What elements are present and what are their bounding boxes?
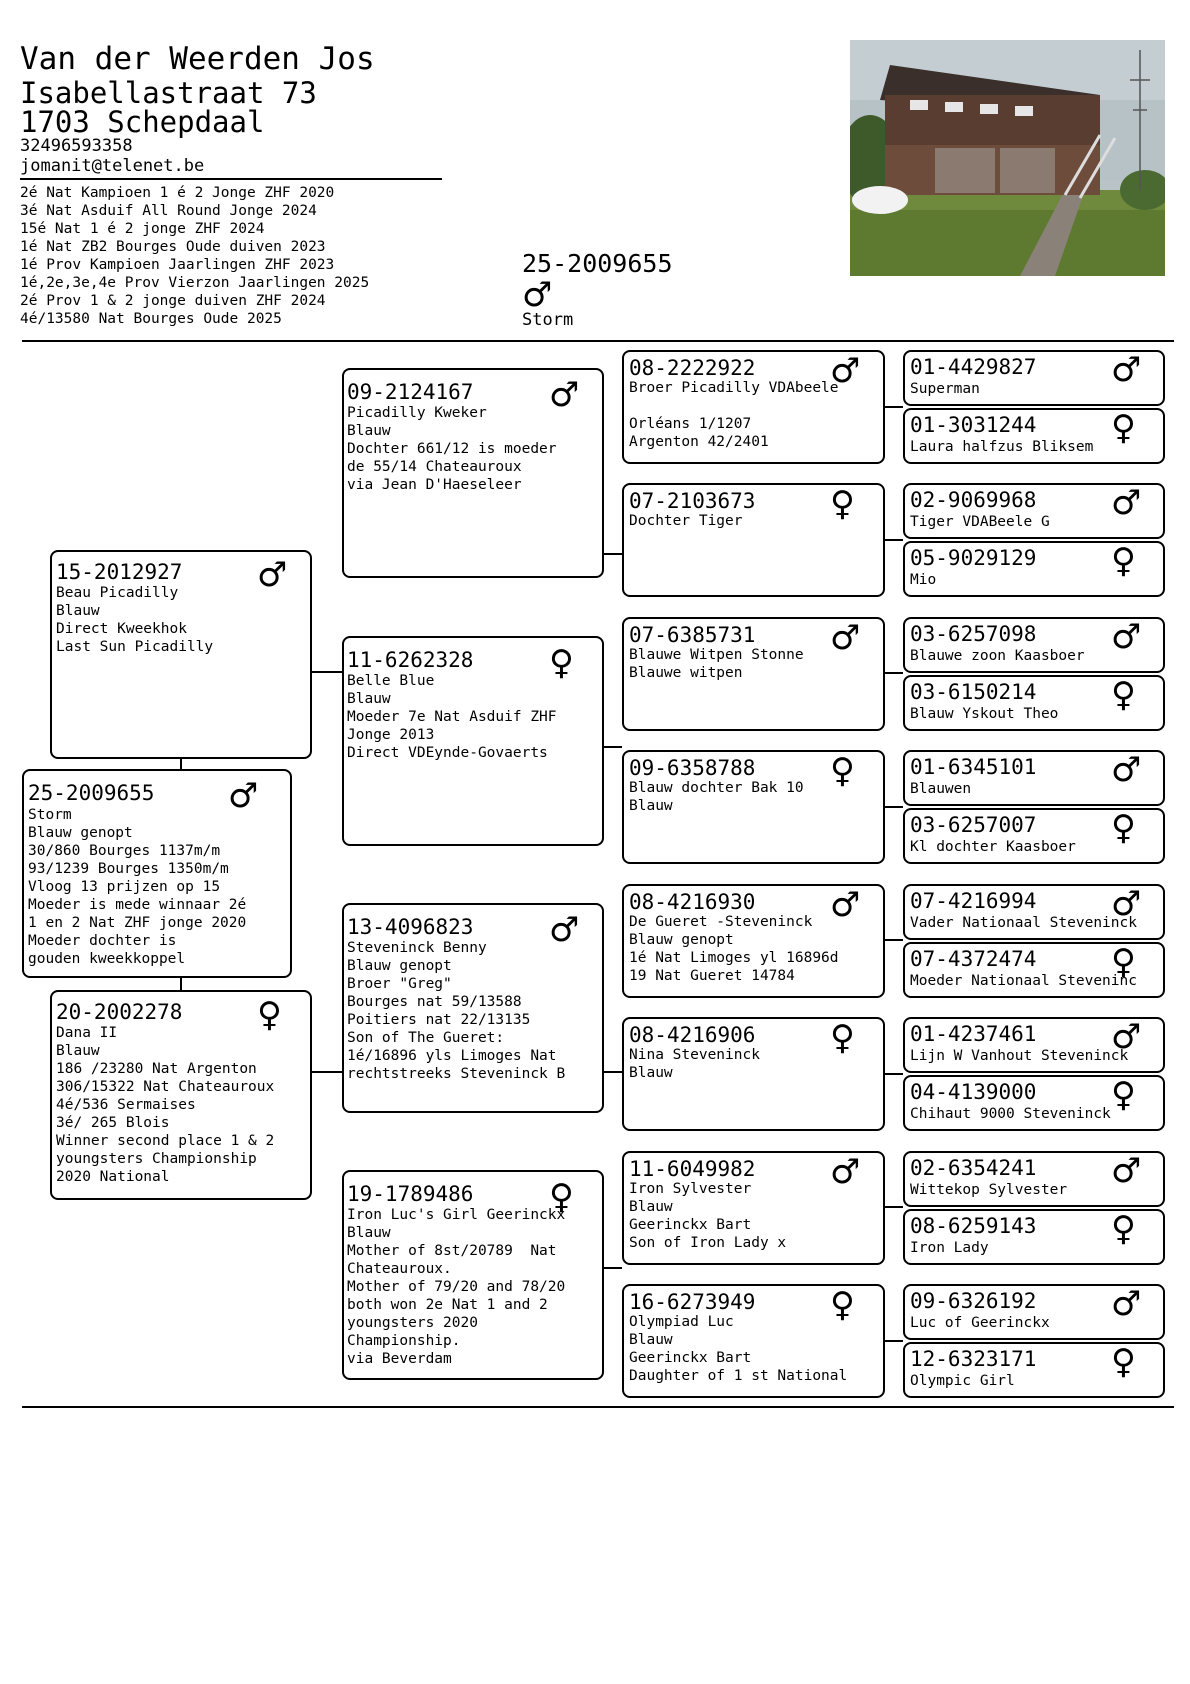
ring-number: 16-6273949 (629, 1290, 756, 1314)
pedigree-card-g3[interactable] (903, 483, 1165, 539)
male-symbol-icon: ♂ (830, 618, 861, 658)
owner-email[interactable]: jomanit@telenet.be (20, 156, 205, 176)
pedigree-card-g1[interactable] (903, 350, 1165, 406)
female-symbol-icon: ♀ (549, 1177, 574, 1217)
male-symbol-icon: ♂ (1111, 884, 1142, 924)
pedigree-card-ffm[interactable] (622, 483, 885, 597)
pedigree-card-mmm[interactable] (622, 1284, 885, 1398)
achievement-item: 4é/13580 Nat Bourges Oude 2025 (20, 311, 282, 327)
ring-number: 09-6358788 (629, 756, 756, 780)
female-symbol-icon: ♀ (830, 751, 855, 791)
pedigree-card-g11[interactable] (903, 1017, 1165, 1073)
ring-number: 09-2124167 (347, 380, 474, 404)
connector (883, 939, 903, 941)
owner-phone: 32496593358 (20, 136, 133, 156)
bird-details: Iron Luc's Girl Geerinckx Blauw Mother of 8st/20789 Nat Chateauroux. Mother of 79/20 and 78/20 both won 2e Nat 1 and 2 youngsters 2020 Championship. via Beverdam (347, 1207, 566, 1367)
bird-details: Superman (910, 381, 980, 397)
pedigree-card-g8[interactable] (903, 808, 1165, 864)
pedigree-card-g9[interactable] (903, 884, 1165, 940)
ring-number: 01-4429827 (910, 355, 1037, 379)
ring-number: 08-4216906 (629, 1023, 756, 1047)
ring-number: 08-4216930 (629, 890, 756, 914)
bird-details: Lijn W Vanhout Steveninck (910, 1048, 1129, 1064)
pedigree-card-g2[interactable] (903, 408, 1165, 464)
loft-photo (850, 40, 1165, 276)
achievement-item: 15é Nat 1 é 2 jonge ZHF 2024 (20, 221, 265, 237)
male-symbol-icon: ♂ (830, 1152, 861, 1192)
ring-number: 15-2012927 (56, 560, 183, 584)
female-symbol-icon: ♀ (1111, 1342, 1136, 1382)
achievement-item: 3é Nat Asduif All Round Jonge 2024 (20, 203, 317, 219)
female-symbol-icon: ♀ (1111, 675, 1136, 715)
subject-name: Storm (522, 310, 574, 330)
ring-number: 07-6385731 (629, 623, 756, 647)
connector (883, 1206, 903, 1208)
female-symbol-icon: ♀ (830, 1018, 855, 1058)
bird-details: Blauwe zoon Kaasboer (910, 648, 1085, 664)
pedigree-card-fff[interactable] (622, 350, 885, 464)
ring-number: 02-9069968 (910, 488, 1037, 512)
pedigree-card-fmf[interactable] (622, 617, 885, 731)
pedigree-card-g5[interactable] (903, 617, 1165, 673)
bottom-divider (22, 1406, 1174, 1408)
ring-number: 02-6354241 (910, 1156, 1037, 1180)
pedigree-card-mf[interactable] (342, 903, 604, 1113)
bird-details: Picadilly Kweker Blauw Dochter 661/12 is moeder de 55/14 Chateauroux via Jean D'Haeseleer (347, 405, 557, 493)
pedigree-card-g16[interactable] (903, 1342, 1165, 1398)
connector (311, 671, 343, 673)
male-symbol-icon: ♂ (549, 375, 580, 415)
female-symbol-icon: ♀ (1111, 1075, 1136, 1115)
bird-details: Beau Picadilly Blauw Direct Kweekhok Last Sun Picadilly (56, 585, 214, 655)
pedigree-card-mff[interactable] (622, 884, 885, 998)
pedigree-card-g14[interactable] (903, 1209, 1165, 1265)
male-symbol-icon: ♂ (228, 776, 259, 816)
bird-details: Tiger VDABeele G (910, 514, 1050, 530)
connector (883, 539, 903, 541)
bird-details: Iron Sylvester Blauw Geerinckx Bart Son of Iron Lady x (629, 1181, 787, 1251)
ring-number: 01-3031244 (910, 413, 1037, 437)
bird-details: Kl dochter Kaasboer (910, 839, 1076, 855)
ring-number: 11-6262328 (347, 648, 474, 672)
ring-number: 08-2222922 (629, 356, 756, 380)
male-symbol-icon: ♂ (1111, 1151, 1142, 1191)
owner-name: Van der Weerden Jos (20, 41, 375, 77)
ring-number: 01-4237461 (910, 1022, 1037, 1046)
female-symbol-icon: ♀ (1111, 541, 1136, 581)
pedigree-card-father[interactable] (50, 550, 312, 759)
bird-details: Blauw Yskout Theo (910, 706, 1059, 722)
male-symbol-icon: ♂ (522, 275, 553, 315)
female-symbol-icon: ♀ (549, 643, 574, 683)
bird-details: Wittekop Sylvester (910, 1182, 1068, 1198)
bird-details: Vader Nationaal Steveninck (910, 915, 1137, 931)
owner-street: Isabellastraat 73 (20, 76, 317, 110)
pedigree-card-mm[interactable] (342, 1170, 604, 1380)
owner-city: 1703 Schepdaal (20, 105, 265, 139)
female-symbol-icon: ♀ (830, 484, 855, 524)
ring-number: 25-2009655 (28, 781, 155, 805)
bird-details: Blauwe Witpen Stonne Blauwe witpen (629, 647, 804, 681)
bird-details: Storm Blauw genopt 30/860 Bourges 1137m/m 93/1239 Bourges 1350m/m Vloog 13 prijzen op 15 Moeder is mede winnaar 2é 1 en 2 Nat ZHF jonge 2020 Moeder dochter is gouden kweekkoppel (28, 807, 247, 967)
male-symbol-icon: ♂ (1111, 617, 1142, 657)
achievements-list (20, 184, 369, 328)
ring-number: 20-2002278 (56, 1000, 183, 1024)
pedigree-card-g7[interactable] (903, 750, 1165, 806)
male-symbol-icon: ♂ (1111, 483, 1142, 523)
top-divider (22, 340, 1174, 342)
male-symbol-icon: ♂ (1111, 1284, 1142, 1324)
pedigree-card-g12[interactable] (903, 1075, 1165, 1131)
achievement-item: 1é,2e,3e,4e Prov Vierzon Jaarlingen 2025 (20, 275, 370, 291)
ring-number: 19-1789486 (347, 1182, 474, 1206)
ring-number: 07-4372474 (910, 947, 1037, 971)
pedigree-card-mother[interactable] (50, 990, 312, 1200)
bird-details: Nina Steveninck Blauw (629, 1047, 760, 1081)
pedigree-card-g13[interactable] (903, 1151, 1165, 1207)
pedigree-card-g4[interactable] (903, 541, 1165, 597)
achievement-item: 2é Nat Kampioen 1 é 2 Jonge ZHF 2020 (20, 185, 335, 201)
ring-number: 03-6257098 (910, 622, 1037, 646)
ring-number: 01-6345101 (910, 755, 1037, 779)
ring-number: 11-6049982 (629, 1157, 756, 1181)
ring-number: 04-4139000 (910, 1080, 1037, 1104)
pedigree-card-fm[interactable] (342, 636, 604, 846)
male-symbol-icon: ♂ (549, 910, 580, 950)
pedigree-card-fmm[interactable] (622, 750, 885, 864)
male-symbol-icon: ♂ (1111, 750, 1142, 790)
bird-details: Iron Lady (910, 1240, 989, 1256)
bird-details: Laura halfzus Bliksem (910, 439, 1094, 455)
bird-details: Dochter Tiger (629, 513, 743, 529)
bird-details: Dana II Blauw 186 /23280 Nat Argenton 306/15322 Nat Chateauroux 4é/536 Sermaises 3é/ 265 Blois Winner second place 1 & 2 youngsters Championship 2020 National (56, 1025, 275, 1185)
ring-number: 08-6259143 (910, 1214, 1037, 1238)
bird-details: Blauw dochter Bak 10 Blauw (629, 780, 804, 814)
ring-number: 12-6323171 (910, 1347, 1037, 1371)
bird-details: Moeder Nationaal Steveninc (910, 973, 1137, 989)
bird-details: Luc of Geerinckx (910, 1315, 1050, 1331)
achievement-item: 1é Prov Kampioen Jaarlingen ZHF 2023 (20, 257, 335, 273)
header-divider (20, 178, 442, 180)
ring-number: 13-4096823 (347, 915, 474, 939)
connector (311, 1071, 343, 1073)
male-symbol-icon: ♂ (257, 555, 288, 595)
ring-number: 09-6326192 (910, 1289, 1037, 1313)
pedigree-card-mmf[interactable] (622, 1151, 885, 1265)
connector (883, 406, 903, 408)
pedigree-card-g10[interactable] (903, 942, 1165, 998)
male-symbol-icon: ♂ (830, 351, 861, 391)
connector (883, 1340, 903, 1342)
pedigree-card-mfm[interactable] (622, 1017, 885, 1131)
bird-details: De Gueret -Steveninck Blauw genopt 1é Nat Limoges yl 16896d 19 Nat Gueret 14784 (629, 914, 839, 984)
bird-details: Belle Blue Blauw Moeder 7e Nat Asduif ZHF Jonge 2013 Direct VDEynde-Govaerts (347, 673, 557, 761)
ring-number: 07-2103673 (629, 489, 756, 513)
female-symbol-icon: ♀ (257, 995, 282, 1035)
female-symbol-icon: ♀ (1111, 808, 1136, 848)
connector (883, 1073, 903, 1075)
connector (180, 978, 182, 990)
female-symbol-icon: ♀ (1111, 942, 1136, 982)
female-symbol-icon: ♀ (1111, 408, 1136, 448)
female-symbol-icon: ♀ (830, 1285, 855, 1325)
connector (883, 806, 903, 808)
pedigree-card-ff[interactable] (342, 368, 604, 578)
bird-details: Mio (910, 572, 937, 588)
ring-number: 05-9029129 (910, 546, 1037, 570)
pedigree-card-subject[interactable] (22, 769, 292, 978)
bird-details: Olympiad Luc Blauw Geerinckx Bart Daughter of 1 st National (629, 1314, 848, 1384)
connector (883, 672, 903, 674)
male-symbol-icon: ♂ (1111, 1017, 1142, 1057)
bird-details: Olympic Girl (910, 1373, 1015, 1389)
achievement-item: 2é Prov 1 & 2 jonge duiven ZHF 2024 (20, 293, 326, 309)
female-symbol-icon: ♀ (1111, 1209, 1136, 1249)
pedigree-card-g6[interactable] (903, 675, 1165, 731)
subject-ring: 25-2009655 (522, 249, 673, 278)
bird-details: Broer Picadilly VDAbeele Orléans 1/1207 Argenton 42/2401 (629, 380, 839, 450)
bird-details: Steveninck Benny Blauw genopt Broer "Greg" Bourges nat 59/13588 Poitiers nat 22/13135 Son of The Gueret: 1é/16896 yls Limoges Nat rechtstreeks Steveninck B (347, 940, 566, 1082)
pedigree-card-g15[interactable] (903, 1284, 1165, 1340)
bird-details: Blauwen (910, 781, 972, 797)
male-symbol-icon: ♂ (1111, 350, 1142, 390)
bird-details: Chihaut 9000 Steveninck (910, 1106, 1111, 1122)
ring-number: 07-4216994 (910, 889, 1037, 913)
achievement-item: 1é Nat ZB2 Bourges Oude duiven 2023 (20, 239, 326, 255)
ring-number: 03-6150214 (910, 680, 1037, 704)
ring-number: 03-6257007 (910, 813, 1037, 837)
male-symbol-icon: ♂ (830, 885, 861, 925)
